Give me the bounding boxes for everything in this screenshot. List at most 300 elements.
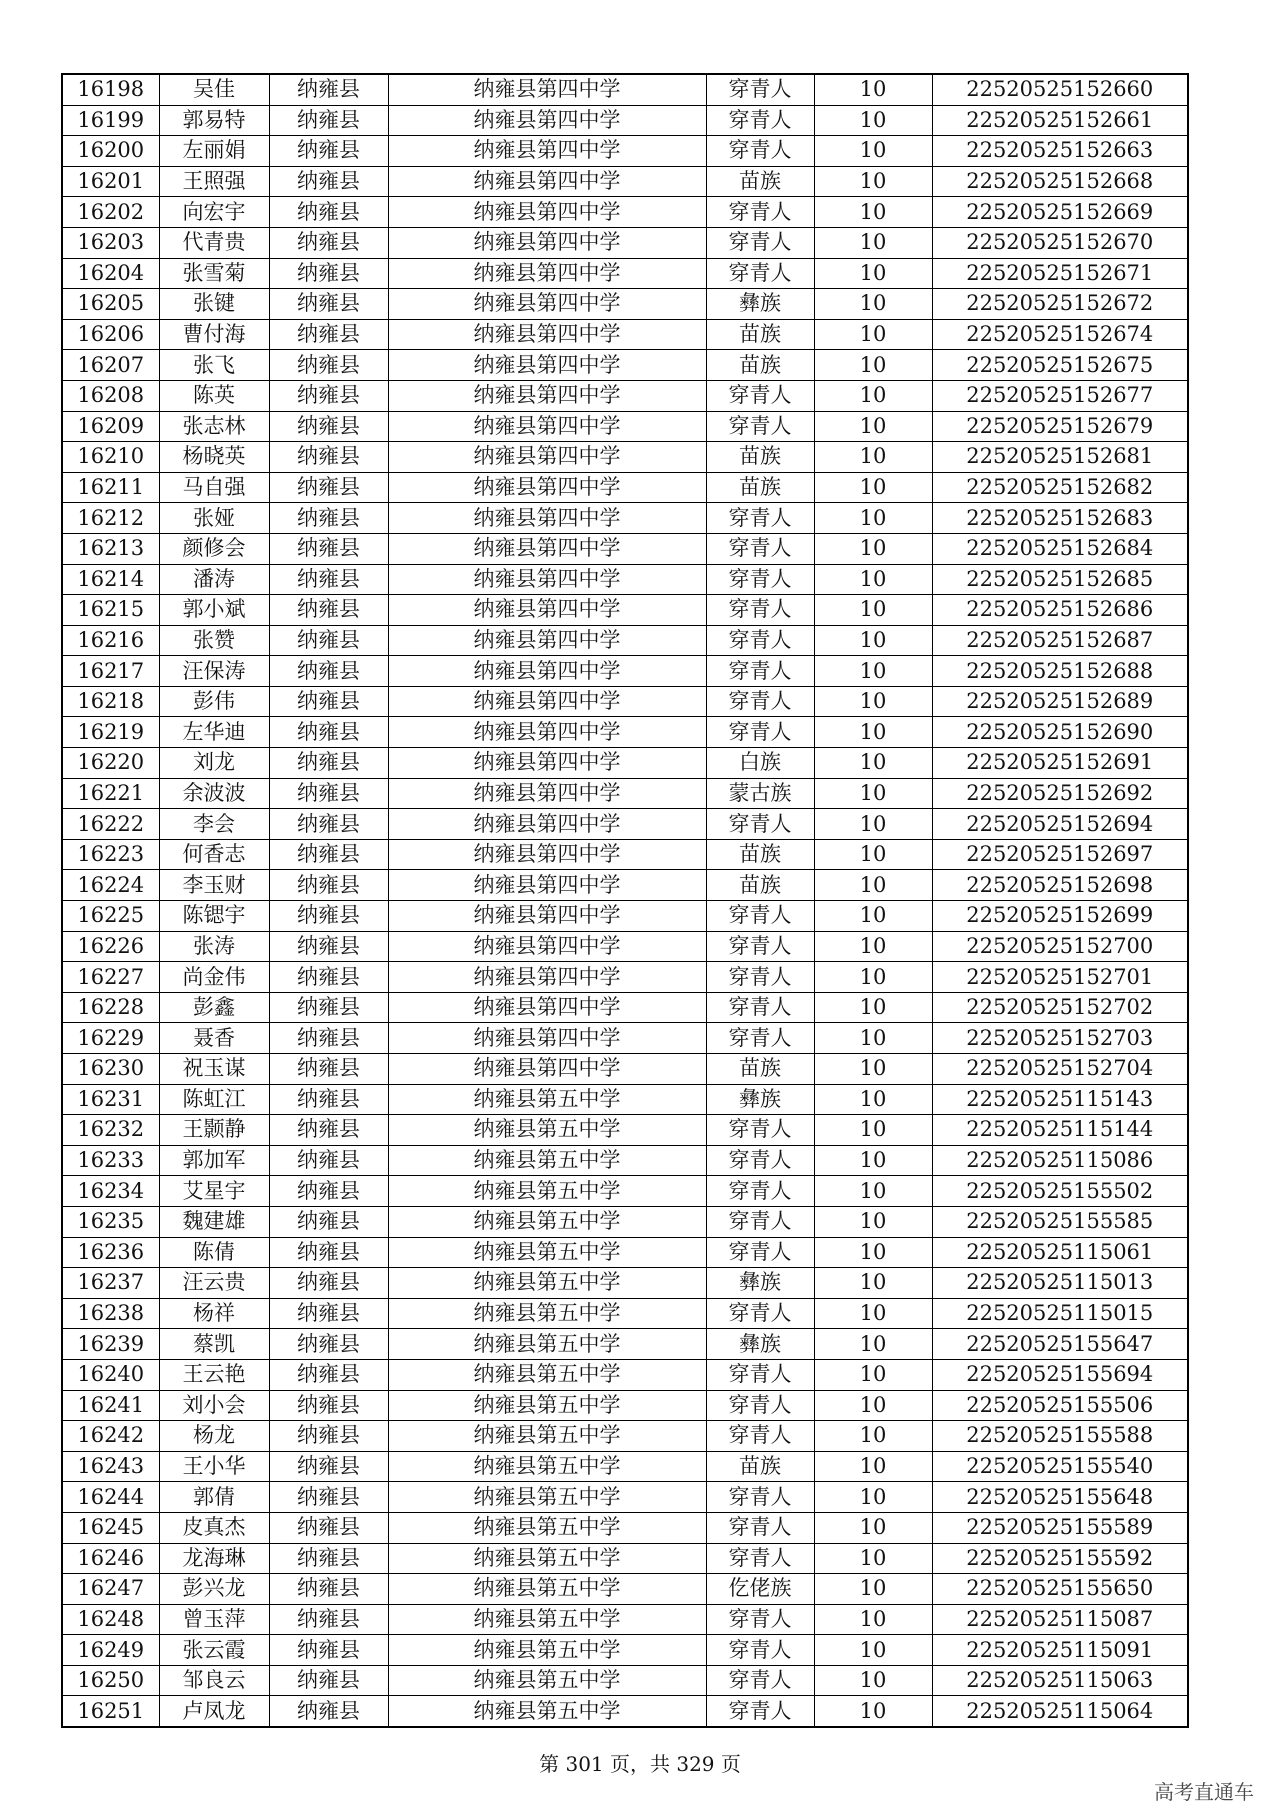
county-cell: 纳雍县 (269, 992, 388, 1023)
table-row (62, 1298, 1188, 1329)
ethnicity-cell: 穿青人 (706, 411, 814, 442)
ethnicity-cell: 苗族 (706, 870, 814, 901)
serial-cell: 16232 (62, 1115, 159, 1146)
score-cell: 10 (814, 931, 932, 962)
exam-number-cell: 22520525152670 (932, 227, 1188, 258)
score-cell: 10 (814, 136, 932, 167)
serial-cell: 16222 (62, 809, 159, 840)
name-cell: 尚金伟 (159, 962, 269, 993)
exam-number-cell: 22520525152692 (932, 778, 1188, 809)
name-cell: 张娅 (159, 503, 269, 534)
ethnicity-cell: 穿青人 (706, 1421, 814, 1452)
table-row (62, 778, 1188, 809)
school-cell: 纳雍县第四中学 (388, 686, 706, 717)
county-cell: 纳雍县 (269, 839, 388, 870)
table-row (62, 1482, 1188, 1513)
school-cell: 纳雍县第五中学 (388, 1176, 706, 1207)
serial-cell: 16208 (62, 380, 159, 411)
school-cell: 纳雍县第五中学 (388, 1665, 706, 1696)
county-cell: 纳雍县 (269, 1298, 388, 1329)
exam-number-cell: 22520525155540 (932, 1451, 1188, 1482)
school-cell: 纳雍县第五中学 (388, 1421, 706, 1452)
score-cell: 10 (814, 1115, 932, 1146)
ethnicity-cell: 穿青人 (706, 197, 814, 228)
serial-cell: 16251 (62, 1696, 159, 1727)
table-row (62, 1268, 1188, 1299)
table-row (62, 992, 1188, 1023)
name-cell: 张雪菊 (159, 258, 269, 289)
name-cell: 李会 (159, 809, 269, 840)
school-cell: 纳雍县第五中学 (388, 1359, 706, 1390)
exam-number-cell: 22520525115015 (932, 1298, 1188, 1329)
county-cell: 纳雍县 (269, 717, 388, 748)
school-cell: 纳雍县第五中学 (388, 1237, 706, 1268)
serial-cell: 16229 (62, 1023, 159, 1054)
score-cell: 10 (814, 197, 932, 228)
serial-cell: 16228 (62, 992, 159, 1023)
ethnicity-cell: 仡佬族 (706, 1574, 814, 1605)
ethnicity-cell: 穿青人 (706, 992, 814, 1023)
exam-number-cell: 22520525152671 (932, 258, 1188, 289)
exam-number-cell: 22520525155694 (932, 1359, 1188, 1390)
name-cell: 卢凤龙 (159, 1696, 269, 1727)
serial-cell: 16205 (62, 289, 159, 320)
table-row (62, 1543, 1188, 1574)
name-cell: 艾星宇 (159, 1176, 269, 1207)
school-cell: 纳雍县第四中学 (388, 503, 706, 534)
exam-number-cell: 22520525152660 (932, 74, 1188, 105)
serial-cell: 16233 (62, 1145, 159, 1176)
table-row (62, 1696, 1188, 1727)
school-cell: 纳雍县第四中学 (388, 931, 706, 962)
county-cell: 纳雍县 (269, 809, 388, 840)
exam-number-cell: 22520525155585 (932, 1206, 1188, 1237)
school-cell: 纳雍县第五中学 (388, 1451, 706, 1482)
score-cell: 10 (814, 809, 932, 840)
school-cell: 纳雍县第五中学 (388, 1696, 706, 1727)
name-cell: 陈英 (159, 380, 269, 411)
serial-cell: 16231 (62, 1084, 159, 1115)
exam-number-cell: 22520525152677 (932, 380, 1188, 411)
serial-cell: 16214 (62, 564, 159, 595)
exam-number-cell: 22520525152704 (932, 1054, 1188, 1085)
school-cell: 纳雍县第四中学 (388, 319, 706, 350)
score-cell: 10 (814, 1268, 932, 1299)
ethnicity-cell: 穿青人 (706, 595, 814, 626)
ethnicity-cell: 穿青人 (706, 962, 814, 993)
table-row (62, 686, 1188, 717)
name-cell: 向宏宇 (159, 197, 269, 228)
name-cell: 何香志 (159, 839, 269, 870)
score-cell: 10 (814, 1329, 932, 1360)
serial-cell: 16241 (62, 1390, 159, 1421)
exam-number-cell: 22520525115144 (932, 1115, 1188, 1146)
name-cell: 皮真杰 (159, 1512, 269, 1543)
serial-cell: 16207 (62, 350, 159, 381)
serial-cell: 16202 (62, 197, 159, 228)
serial-cell: 16249 (62, 1635, 159, 1666)
score-cell: 10 (814, 1145, 932, 1176)
school-cell: 纳雍县第五中学 (388, 1115, 706, 1146)
ethnicity-cell: 穿青人 (706, 1237, 814, 1268)
name-cell: 蔡凯 (159, 1329, 269, 1360)
school-cell: 纳雍县第五中学 (388, 1574, 706, 1605)
school-cell: 纳雍县第五中学 (388, 1298, 706, 1329)
ethnicity-cell: 穿青人 (706, 564, 814, 595)
ethnicity-cell: 穿青人 (706, 1298, 814, 1329)
county-cell: 纳雍县 (269, 1696, 388, 1727)
score-cell: 10 (814, 686, 932, 717)
name-cell: 郭加军 (159, 1145, 269, 1176)
score-cell: 10 (814, 1696, 932, 1727)
ethnicity-cell: 彝族 (706, 1329, 814, 1360)
school-cell: 纳雍县第四中学 (388, 442, 706, 473)
exam-number-cell: 22520525152689 (932, 686, 1188, 717)
serial-cell: 16250 (62, 1665, 159, 1696)
serial-cell: 16215 (62, 595, 159, 626)
name-cell: 陈虹江 (159, 1084, 269, 1115)
ethnicity-cell: 穿青人 (706, 1176, 814, 1207)
score-cell: 10 (814, 319, 932, 350)
school-cell: 纳雍县第四中学 (388, 870, 706, 901)
exam-number-cell: 22520525152698 (932, 870, 1188, 901)
school-cell: 纳雍县第五中学 (388, 1084, 706, 1115)
score-cell: 10 (814, 1054, 932, 1085)
county-cell: 纳雍县 (269, 380, 388, 411)
county-cell: 纳雍县 (269, 166, 388, 197)
ethnicity-cell: 穿青人 (706, 625, 814, 656)
table-row (62, 931, 1188, 962)
table-row (62, 533, 1188, 564)
exam-number-cell: 22520525152663 (932, 136, 1188, 167)
ethnicity-cell: 穿青人 (706, 533, 814, 564)
table-row (62, 289, 1188, 320)
score-cell: 10 (814, 870, 932, 901)
exam-number-cell: 22520525152697 (932, 839, 1188, 870)
exam-number-cell: 22520525155506 (932, 1390, 1188, 1421)
name-cell: 左丽娟 (159, 136, 269, 167)
table-row (62, 1329, 1188, 1360)
school-cell: 纳雍县第五中学 (388, 1543, 706, 1574)
serial-cell: 16201 (62, 166, 159, 197)
ethnicity-cell: 苗族 (706, 839, 814, 870)
ethnicity-cell: 穿青人 (706, 686, 814, 717)
school-cell: 纳雍县第四中学 (388, 411, 706, 442)
serial-cell: 16230 (62, 1054, 159, 1085)
county-cell: 纳雍县 (269, 870, 388, 901)
ethnicity-cell: 穿青人 (706, 1543, 814, 1574)
county-cell: 纳雍县 (269, 442, 388, 473)
county-cell: 纳雍县 (269, 1390, 388, 1421)
name-cell: 郭小斌 (159, 595, 269, 626)
ethnicity-cell: 穿青人 (706, 227, 814, 258)
school-cell: 纳雍县第四中学 (388, 717, 706, 748)
ethnicity-cell: 穿青人 (706, 931, 814, 962)
score-cell: 10 (814, 1298, 932, 1329)
score-cell: 10 (814, 1635, 932, 1666)
exam-number-cell: 22520525152679 (932, 411, 1188, 442)
county-cell: 纳雍县 (269, 289, 388, 320)
table-row (62, 564, 1188, 595)
exam-number-cell: 22520525152668 (932, 166, 1188, 197)
county-cell: 纳雍县 (269, 1268, 388, 1299)
county-cell: 纳雍县 (269, 1206, 388, 1237)
exam-number-cell: 22520525152683 (932, 503, 1188, 534)
school-cell: 纳雍县第四中学 (388, 778, 706, 809)
table-row (62, 656, 1188, 687)
exam-number-cell: 22520525152699 (932, 901, 1188, 932)
exam-number-cell: 22520525152694 (932, 809, 1188, 840)
table-row (62, 901, 1188, 932)
table-row (62, 1635, 1188, 1666)
serial-cell: 16226 (62, 931, 159, 962)
score-cell: 10 (814, 533, 932, 564)
school-cell: 纳雍县第四中学 (388, 809, 706, 840)
exam-number-cell: 22520525152701 (932, 962, 1188, 993)
county-cell: 纳雍县 (269, 1023, 388, 1054)
score-cell: 10 (814, 595, 932, 626)
serial-cell: 16223 (62, 839, 159, 870)
ethnicity-cell: 穿青人 (706, 656, 814, 687)
county-cell: 纳雍县 (269, 748, 388, 779)
table-row (62, 1451, 1188, 1482)
exam-number-cell: 22520525155647 (932, 1329, 1188, 1360)
name-cell: 左华迪 (159, 717, 269, 748)
score-cell: 10 (814, 411, 932, 442)
exam-number-cell: 22520525152674 (932, 319, 1188, 350)
ethnicity-cell: 苗族 (706, 166, 814, 197)
serial-cell: 16217 (62, 656, 159, 687)
exam-number-cell: 22520525155648 (932, 1482, 1188, 1513)
exam-number-cell: 22520525152688 (932, 656, 1188, 687)
exam-number-cell: 22520525155589 (932, 1512, 1188, 1543)
county-cell: 纳雍县 (269, 1115, 388, 1146)
serial-cell: 16225 (62, 901, 159, 932)
name-cell: 王颢静 (159, 1115, 269, 1146)
table-row (62, 1084, 1188, 1115)
serial-cell: 16244 (62, 1482, 159, 1513)
name-cell: 吴佳 (159, 74, 269, 105)
serial-cell: 16203 (62, 227, 159, 258)
name-cell: 刘小会 (159, 1390, 269, 1421)
score-cell: 10 (814, 564, 932, 595)
county-cell: 纳雍县 (269, 1451, 388, 1482)
serial-cell: 16209 (62, 411, 159, 442)
county-cell: 纳雍县 (269, 472, 388, 503)
county-cell: 纳雍县 (269, 625, 388, 656)
name-cell: 王云艳 (159, 1359, 269, 1390)
exam-number-cell: 22520525115086 (932, 1145, 1188, 1176)
exam-number-cell: 22520525152669 (932, 197, 1188, 228)
county-cell: 纳雍县 (269, 258, 388, 289)
ethnicity-cell: 穿青人 (706, 1635, 814, 1666)
exam-number-cell: 22520525152686 (932, 595, 1188, 626)
serial-cell: 16227 (62, 962, 159, 993)
ethnicity-cell: 苗族 (706, 1054, 814, 1085)
ethnicity-cell: 苗族 (706, 442, 814, 473)
school-cell: 纳雍县第四中学 (388, 136, 706, 167)
ethnicity-cell: 穿青人 (706, 380, 814, 411)
name-cell: 曾玉萍 (159, 1604, 269, 1635)
name-cell: 龙海琳 (159, 1543, 269, 1574)
exam-number-cell: 22520525152684 (932, 533, 1188, 564)
serial-cell: 16206 (62, 319, 159, 350)
table-row (62, 748, 1188, 779)
table-row (62, 1237, 1188, 1268)
school-cell: 纳雍县第五中学 (388, 1635, 706, 1666)
score-cell: 10 (814, 74, 932, 105)
ethnicity-cell: 穿青人 (706, 1665, 814, 1696)
name-cell: 颜修会 (159, 533, 269, 564)
serial-cell: 16211 (62, 472, 159, 503)
school-cell: 纳雍县第四中学 (388, 1054, 706, 1085)
table-row (62, 472, 1188, 503)
score-cell: 10 (814, 1543, 932, 1574)
county-cell: 纳雍县 (269, 1543, 388, 1574)
ethnicity-cell: 穿青人 (706, 503, 814, 534)
name-cell: 张志林 (159, 411, 269, 442)
ethnicity-cell: 穿青人 (706, 74, 814, 105)
table-row (62, 258, 1188, 289)
ethnicity-cell: 彝族 (706, 289, 814, 320)
exam-number-cell: 22520525152672 (932, 289, 1188, 320)
table-row (62, 136, 1188, 167)
serial-cell: 16218 (62, 686, 159, 717)
name-cell: 汪保涛 (159, 656, 269, 687)
page-footer: 第 301 页，共 329 页 (539, 1752, 741, 1776)
exam-number-cell: 22520525152700 (932, 931, 1188, 962)
score-cell: 10 (814, 748, 932, 779)
table-row (62, 350, 1188, 381)
name-cell: 郭易特 (159, 105, 269, 136)
school-cell: 纳雍县第四中学 (388, 197, 706, 228)
ethnicity-cell: 穿青人 (706, 1115, 814, 1146)
school-cell: 纳雍县第四中学 (388, 472, 706, 503)
score-cell: 10 (814, 1390, 932, 1421)
watermark: 高考直通车 (1154, 1780, 1254, 1804)
name-cell: 邹良云 (159, 1665, 269, 1696)
school-cell: 纳雍县第四中学 (388, 258, 706, 289)
table-row (62, 1421, 1188, 1452)
county-cell: 纳雍县 (269, 962, 388, 993)
ethnicity-cell: 穿青人 (706, 1482, 814, 1513)
exam-number-cell: 22520525152687 (932, 625, 1188, 656)
name-cell: 彭鑫 (159, 992, 269, 1023)
name-cell: 汪云贵 (159, 1268, 269, 1299)
score-cell: 10 (814, 992, 932, 1023)
name-cell: 刘龙 (159, 748, 269, 779)
school-cell: 纳雍县第五中学 (388, 1329, 706, 1360)
serial-cell: 16238 (62, 1298, 159, 1329)
score-cell: 10 (814, 1237, 932, 1268)
name-cell: 张键 (159, 289, 269, 320)
score-cell: 10 (814, 1176, 932, 1207)
serial-cell: 16198 (62, 74, 159, 105)
serial-cell: 16248 (62, 1604, 159, 1635)
score-cell: 10 (814, 1665, 932, 1696)
county-cell: 纳雍县 (269, 778, 388, 809)
school-cell: 纳雍县第四中学 (388, 625, 706, 656)
county-cell: 纳雍县 (269, 227, 388, 258)
table-row (62, 595, 1188, 626)
ethnicity-cell: 穿青人 (706, 258, 814, 289)
county-cell: 纳雍县 (269, 1329, 388, 1360)
name-cell: 王小华 (159, 1451, 269, 1482)
name-cell: 余波波 (159, 778, 269, 809)
table-row (62, 380, 1188, 411)
score-cell: 10 (814, 289, 932, 320)
serial-cell: 16240 (62, 1359, 159, 1390)
county-cell: 纳雍县 (269, 1604, 388, 1635)
table-row (62, 1665, 1188, 1696)
ethnicity-cell: 苗族 (706, 319, 814, 350)
ethnicity-cell: 穿青人 (706, 1023, 814, 1054)
exam-number-cell: 22520525115143 (932, 1084, 1188, 1115)
table-row (62, 1054, 1188, 1085)
roster-table (61, 73, 1189, 1728)
table-row (62, 809, 1188, 840)
serial-cell: 16236 (62, 1237, 159, 1268)
name-cell: 郭倩 (159, 1482, 269, 1513)
ethnicity-cell: 穿青人 (706, 136, 814, 167)
score-cell: 10 (814, 962, 932, 993)
county-cell: 纳雍县 (269, 1574, 388, 1605)
school-cell: 纳雍县第四中学 (388, 992, 706, 1023)
name-cell: 马自强 (159, 472, 269, 503)
score-cell: 10 (814, 901, 932, 932)
exam-number-cell: 22520525152702 (932, 992, 1188, 1023)
exam-number-cell: 22520525155592 (932, 1543, 1188, 1574)
school-cell: 纳雍县第四中学 (388, 748, 706, 779)
exam-number-cell: 22520525152691 (932, 748, 1188, 779)
exam-number-cell: 22520525152675 (932, 350, 1188, 381)
county-cell: 纳雍县 (269, 1359, 388, 1390)
name-cell: 陈倩 (159, 1237, 269, 1268)
serial-cell: 16237 (62, 1268, 159, 1299)
exam-number-cell: 22520525152682 (932, 472, 1188, 503)
county-cell: 纳雍县 (269, 411, 388, 442)
score-cell: 10 (814, 625, 932, 656)
ethnicity-cell: 苗族 (706, 472, 814, 503)
school-cell: 纳雍县第四中学 (388, 656, 706, 687)
score-cell: 10 (814, 1206, 932, 1237)
serial-cell: 16199 (62, 105, 159, 136)
county-cell: 纳雍县 (269, 1665, 388, 1696)
roster-table-body (62, 74, 1188, 1727)
ethnicity-cell: 穿青人 (706, 1512, 814, 1543)
serial-cell: 16219 (62, 717, 159, 748)
table-row (62, 839, 1188, 870)
name-cell: 王照强 (159, 166, 269, 197)
score-cell: 10 (814, 839, 932, 870)
name-cell: 曹付海 (159, 319, 269, 350)
score-cell: 10 (814, 258, 932, 289)
table-row (62, 166, 1188, 197)
name-cell: 张赞 (159, 625, 269, 656)
school-cell: 纳雍县第五中学 (388, 1604, 706, 1635)
county-cell: 纳雍县 (269, 1512, 388, 1543)
county-cell: 纳雍县 (269, 533, 388, 564)
exam-number-cell: 22520525115087 (932, 1604, 1188, 1635)
school-cell: 纳雍县第四中学 (388, 533, 706, 564)
name-cell: 杨晓英 (159, 442, 269, 473)
serial-cell: 16212 (62, 503, 159, 534)
school-cell: 纳雍县第四中学 (388, 962, 706, 993)
county-cell: 纳雍县 (269, 1054, 388, 1085)
school-cell: 纳雍县第五中学 (388, 1482, 706, 1513)
table-row (62, 442, 1188, 473)
serial-cell: 16224 (62, 870, 159, 901)
